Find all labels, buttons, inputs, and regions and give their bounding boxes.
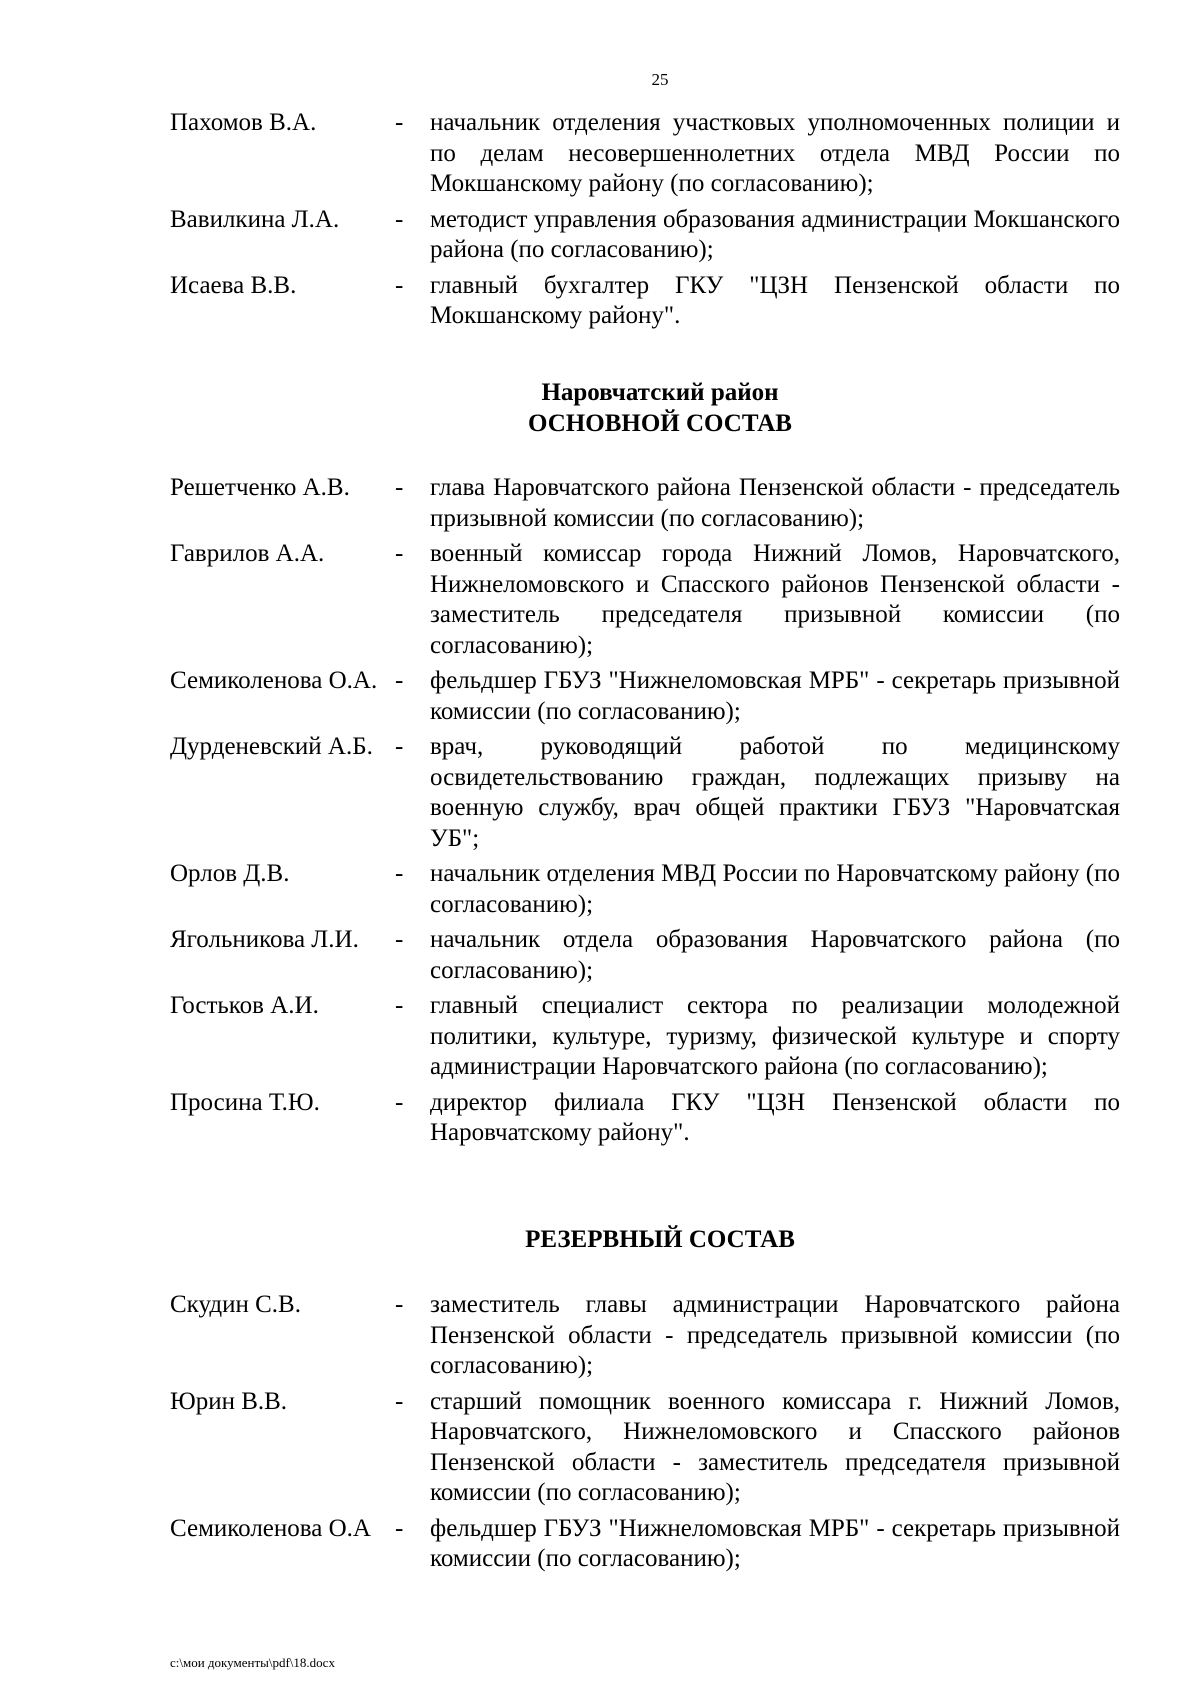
list-item [170, 1514, 1120, 1575]
section-main-title: ОСНОВНОЙ СОСТАВ [528, 410, 792, 437]
dash: - [395, 205, 404, 233]
member-name: Гостьков А.И. [170, 992, 319, 1019]
list-item [170, 539, 1120, 661]
list-item [170, 991, 1120, 1083]
member-name: Ягольникова Л.И. [170, 926, 359, 953]
list-item [170, 732, 1120, 854]
dash: - [395, 733, 404, 760]
member-name: Орлов Д.В. [170, 860, 290, 887]
member-role: начальник отделения МВД России по Наровчатскому району (по согласованию); [430, 860, 1120, 918]
member-name: Дурденевский А.Б. [170, 733, 373, 760]
member-name: Вавилкина Л.А. [170, 205, 340, 233]
list-item [170, 859, 1120, 920]
member-role: начальник отделения участковых уполномоченных полиции и по делам несовершеннолетних отдела МВД России по Мокшанскому району (по согласованию); [430, 109, 1120, 197]
dash: - [395, 667, 404, 694]
dash: - [395, 271, 404, 299]
dash: - [395, 1088, 404, 1116]
dash: - [395, 1387, 404, 1415]
member-role: врач, руководящий работой по медицинскому освидетельствованию граждан, подлежащих призыву на военную службу, врач общей практики ГБУЗ "Наровчатская УБ"; [430, 733, 1120, 852]
dash: - [395, 540, 404, 567]
member-name: Семиколенова О.А [170, 1514, 371, 1542]
member-role: главный специалист сектора по реализации молодежной политики, культуре, туризму, физической культуре и спорту администрации Наровчатского района (по согласованию); [430, 992, 1120, 1080]
dash: - [395, 474, 404, 501]
member-role: главный бухгалтер ГКУ "ЦЗН Пензенской области по Мокшанскому району". [430, 271, 1120, 329]
member-role: фельдшер ГБУЗ "Нижнеломовская МРБ" - секретарь призывной комиссии (по согласованию); [430, 667, 1120, 725]
member-role: методист управления образования администрации Мокшанского района (по согласованию); [430, 205, 1120, 263]
member-role: глава Наровчатского района Пензенской области - председатель призывной комиссии (по согласованию); [430, 474, 1120, 532]
list-item [170, 1290, 1120, 1382]
dash: - [395, 1291, 404, 1318]
dash: - [395, 1514, 404, 1542]
member-name: Решетченко А.В. [170, 474, 350, 501]
member-name: Исаева В.В. [170, 271, 297, 299]
member-role: заместитель главы администрации Наровчатского района Пензенской области - председатель призывной комиссии (по согласованию); [430, 1291, 1120, 1379]
list-item [170, 205, 1120, 266]
dash: - [395, 992, 404, 1019]
section-district-title: Наровчатский район [541, 379, 779, 406]
block1-list [170, 108, 1120, 337]
member-name: Пахомов В.А. [170, 109, 317, 136]
dash: - [395, 860, 404, 887]
block2-list [170, 473, 1120, 1154]
list-item [170, 925, 1120, 986]
member-role: директор филиала ГКУ "ЦЗН Пензенской области по Наровчатскому району". [430, 1088, 1120, 1146]
footer-file-path: c:\мои документы\pdf\18.docx [170, 1655, 335, 1670]
member-role: военный комиссар города Нижний Ломов, Наровчатского, Нижнеломовского и Спасского районов Пензенской области - заместитель председателя призывной комиссии (по согласованию); [430, 540, 1120, 659]
dash: - [395, 109, 404, 136]
list-item [170, 473, 1120, 534]
member-role: фельдшер ГБУЗ "Нижнеломовская МРБ" - секретарь призывной комиссии (по согласованию); [430, 1514, 1120, 1572]
list-item [170, 1387, 1120, 1509]
member-name: Юрин В.В. [170, 1387, 288, 1415]
member-role: начальник отдела образования Наровчатского района (по согласованию); [430, 926, 1120, 984]
section-reserve-title: РЕЗЕРВНЫЙ СОСТАВ [525, 1226, 795, 1253]
block3-list [170, 1290, 1120, 1580]
dash: - [395, 926, 404, 953]
list-item [170, 271, 1120, 332]
list-item [170, 1088, 1120, 1149]
list-item [170, 666, 1120, 727]
page-number: 25 [651, 70, 669, 89]
member-name: Гаврилов А.А. [170, 540, 325, 567]
member-name: Скудин С.В. [170, 1291, 301, 1318]
member-name: Просина Т.Ю. [170, 1088, 320, 1116]
member-role: старший помощник военного комиссара г. Нижний Ломов, Наровчатского, Нижнеломовского и Спасского районов Пензенской области - заместитель председателя призывной комиссии (по согласованию); [430, 1387, 1120, 1506]
member-name: Семиколенова О.А. [170, 667, 378, 694]
list-item [170, 108, 1120, 200]
